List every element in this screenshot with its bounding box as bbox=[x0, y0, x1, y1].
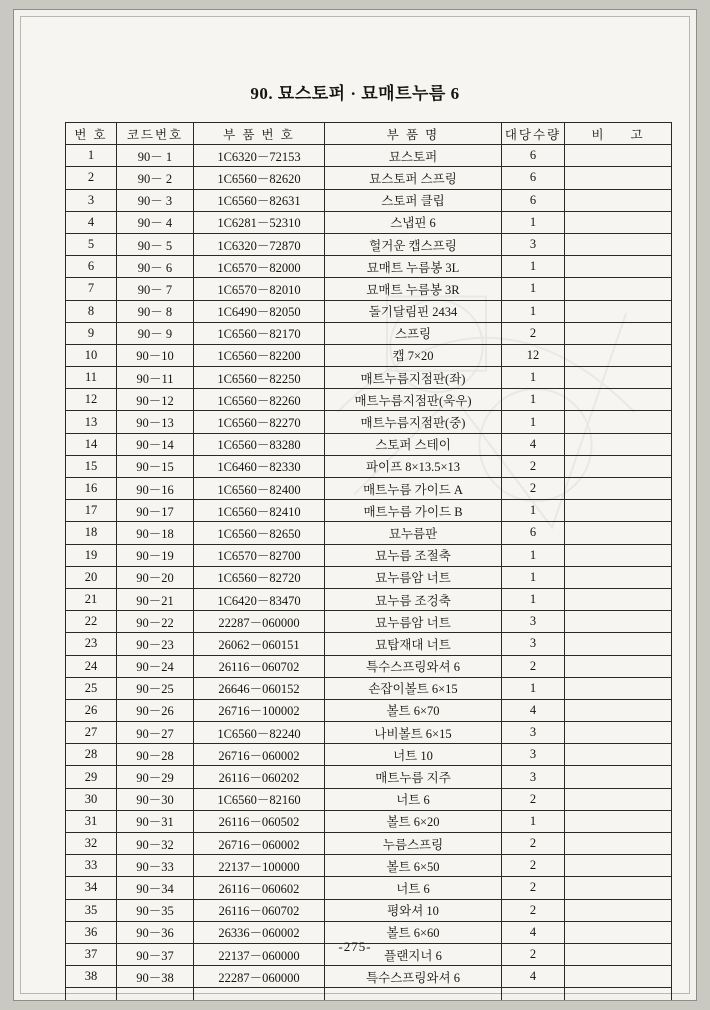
cell-part-number: 1C6560－83280 bbox=[194, 433, 325, 455]
cell-part-name: 묘누름 조겅축 bbox=[325, 588, 502, 610]
cell-no: 10 bbox=[66, 344, 117, 366]
cell-code: 90－27 bbox=[117, 722, 194, 744]
cell-part-name: 스토퍼 클립 bbox=[325, 189, 502, 211]
cell-code: 90－15 bbox=[117, 455, 194, 477]
cell-remark bbox=[565, 322, 672, 344]
header-no: 번 호 bbox=[66, 123, 117, 145]
table-row bbox=[66, 411, 672, 433]
cell-quantity: 2 bbox=[502, 833, 565, 855]
cell-no: 38 bbox=[66, 966, 117, 988]
cell-no: 13 bbox=[66, 411, 117, 433]
cell-no: 4 bbox=[66, 211, 117, 233]
cell-quantity: 2 bbox=[502, 655, 565, 677]
header-part-name: 부 품 명 bbox=[325, 123, 502, 145]
cell-quantity: 1 bbox=[502, 389, 565, 411]
cell-no: 7 bbox=[66, 278, 117, 300]
cell-quantity: 6 bbox=[502, 189, 565, 211]
table-row bbox=[66, 833, 672, 855]
cell-remark bbox=[565, 988, 672, 1001]
cell-remark bbox=[565, 566, 672, 588]
page-title: 90. 묘스토퍼 · 묘매트누름 6 bbox=[250, 84, 460, 103]
table-row bbox=[66, 966, 672, 988]
cell-remark bbox=[565, 788, 672, 810]
cell-part-number: 1C6570－82700 bbox=[194, 544, 325, 566]
cell-code: 90－31 bbox=[117, 810, 194, 832]
cell-part-name: 너트 6 bbox=[325, 788, 502, 810]
cell-remark bbox=[565, 367, 672, 389]
cell-no: 37 bbox=[66, 943, 117, 965]
cell-remark bbox=[565, 500, 672, 522]
cell-quantity: 2 bbox=[502, 788, 565, 810]
cell-remark bbox=[565, 588, 672, 610]
cell-quantity: 4 bbox=[502, 921, 565, 943]
table-row bbox=[66, 433, 672, 455]
cell-remark bbox=[565, 211, 672, 233]
cell-code: 90－ 8 bbox=[117, 300, 194, 322]
cell-part-number: 1C6560－82400 bbox=[194, 478, 325, 500]
cell-remark bbox=[565, 167, 672, 189]
table-row bbox=[66, 566, 672, 588]
cell-code: 90－13 bbox=[117, 411, 194, 433]
cell-part-name: 매트누름지점판(좌) bbox=[325, 367, 502, 389]
cell-quantity: 6 bbox=[502, 145, 565, 167]
cell-part-number: 26336－060002 bbox=[194, 921, 325, 943]
cell-part-name: 매트누름지점판(중) bbox=[325, 411, 502, 433]
cell-quantity: 3 bbox=[502, 633, 565, 655]
scanned-page bbox=[13, 9, 697, 1001]
cell-code: 90－ 7 bbox=[117, 278, 194, 300]
cell-part-number: 1C6490－82050 bbox=[194, 300, 325, 322]
cell-part-name: 매트누름지점판(욱우) bbox=[325, 389, 502, 411]
cell-code: 90－ 2 bbox=[117, 167, 194, 189]
table-row bbox=[66, 699, 672, 721]
cell-no: 36 bbox=[66, 921, 117, 943]
cell-quantity: 2 bbox=[502, 455, 565, 477]
cell-code: 90－10 bbox=[117, 344, 194, 366]
cell-code: 90－ 9 bbox=[117, 322, 194, 344]
table-row bbox=[66, 233, 672, 255]
cell-part-number: 26116－060702 bbox=[194, 655, 325, 677]
cell-quantity: 3 bbox=[502, 233, 565, 255]
cell-quantity: 1 bbox=[502, 278, 565, 300]
table-row bbox=[66, 145, 672, 167]
table-row bbox=[66, 766, 672, 788]
parts-table bbox=[65, 122, 672, 1001]
cell-remark bbox=[565, 766, 672, 788]
cell-part-name: 캡 7×20 bbox=[325, 344, 502, 366]
cell-code: 90－12 bbox=[117, 389, 194, 411]
cell-part-number: 1C6570－82000 bbox=[194, 256, 325, 278]
cell-quantity: 1 bbox=[502, 367, 565, 389]
cell-remark bbox=[565, 633, 672, 655]
table-row bbox=[66, 855, 672, 877]
cell-remark bbox=[565, 344, 672, 366]
cell-no: 3 bbox=[66, 189, 117, 211]
cell-no bbox=[66, 988, 117, 1001]
cell-part-name: 너트 10 bbox=[325, 744, 502, 766]
cell-part-name: 묘스토퍼 bbox=[325, 145, 502, 167]
cell-quantity: 2 bbox=[502, 877, 565, 899]
cell-remark bbox=[565, 233, 672, 255]
table-row bbox=[66, 522, 672, 544]
cell-part-number: 1C6560－82620 bbox=[194, 167, 325, 189]
cell-part-number: 1C6560－82240 bbox=[194, 722, 325, 744]
cell-part-number: 26716－060002 bbox=[194, 833, 325, 855]
table-row bbox=[66, 256, 672, 278]
cell-part-name: 특수스프링와셔 6 bbox=[325, 966, 502, 988]
cell-part-name: 손잡이볼트 6×15 bbox=[325, 677, 502, 699]
cell-part-number: 1C6320－72870 bbox=[194, 233, 325, 255]
cell-remark bbox=[565, 433, 672, 455]
cell-part-number: 1C6560－82270 bbox=[194, 411, 325, 433]
cell-quantity: 3 bbox=[502, 722, 565, 744]
cell-code: 90－34 bbox=[117, 877, 194, 899]
cell-part-name: 평와셔 10 bbox=[325, 899, 502, 921]
cell-quantity: 1 bbox=[502, 810, 565, 832]
header-remark-left: 비 bbox=[591, 127, 606, 142]
cell-no: 2 bbox=[66, 167, 117, 189]
header-code: 코드번호 bbox=[117, 123, 194, 145]
cell-part-number bbox=[194, 988, 325, 1001]
cell-quantity bbox=[502, 988, 565, 1001]
cell-remark bbox=[565, 899, 672, 921]
table-row bbox=[66, 588, 672, 610]
table-row bbox=[66, 344, 672, 366]
cell-part-name: 나비볼트 6×15 bbox=[325, 722, 502, 744]
table-row bbox=[66, 988, 672, 1001]
cell-quantity: 1 bbox=[502, 411, 565, 433]
cell-quantity: 4 bbox=[502, 966, 565, 988]
cell-quantity: 1 bbox=[502, 588, 565, 610]
table-row bbox=[66, 899, 672, 921]
cell-part-number: 1C6560－82250 bbox=[194, 367, 325, 389]
cell-part-number: 1C6420－83470 bbox=[194, 588, 325, 610]
cell-no: 25 bbox=[66, 677, 117, 699]
cell-quantity: 2 bbox=[502, 322, 565, 344]
cell-no: 16 bbox=[66, 478, 117, 500]
cell-part-name: 스프링 bbox=[325, 322, 502, 344]
cell-part-number: 1C6560－82170 bbox=[194, 322, 325, 344]
table-row bbox=[66, 722, 672, 744]
cell-quantity: 1 bbox=[502, 256, 565, 278]
cell-part-name: 볼트 6×70 bbox=[325, 699, 502, 721]
table-row bbox=[66, 544, 672, 566]
cell-quantity: 6 bbox=[502, 522, 565, 544]
cell-code: 90－38 bbox=[117, 966, 194, 988]
cell-part-name: 매트누름 가이드 A bbox=[325, 478, 502, 500]
cell-code: 90－ 6 bbox=[117, 256, 194, 278]
cell-no: 8 bbox=[66, 300, 117, 322]
table-row bbox=[66, 744, 672, 766]
cell-code: 90－19 bbox=[117, 544, 194, 566]
table-row bbox=[66, 211, 672, 233]
cell-part-number: 1C6560－82631 bbox=[194, 189, 325, 211]
cell-part-name: 묘누름 조절축 bbox=[325, 544, 502, 566]
cell-quantity: 12 bbox=[502, 344, 565, 366]
cell-part-name: 묘스토퍼 스프링 bbox=[325, 167, 502, 189]
cell-remark bbox=[565, 522, 672, 544]
cell-quantity: 6 bbox=[502, 167, 565, 189]
cell-remark bbox=[565, 655, 672, 677]
cell-remark bbox=[565, 699, 672, 721]
cell-part-name: 볼트 6×60 bbox=[325, 921, 502, 943]
table-row bbox=[66, 189, 672, 211]
cell-no: 6 bbox=[66, 256, 117, 278]
cell-remark bbox=[565, 278, 672, 300]
cell-quantity: 2 bbox=[502, 899, 565, 921]
cell-no: 28 bbox=[66, 744, 117, 766]
cell-no: 17 bbox=[66, 500, 117, 522]
cell-part-number: 22287－060000 bbox=[194, 611, 325, 633]
cell-quantity: 2 bbox=[502, 855, 565, 877]
cell-part-number: 26116－060602 bbox=[194, 877, 325, 899]
cell-part-number: 1C6560－82200 bbox=[194, 344, 325, 366]
cell-part-number: 1C6560－82650 bbox=[194, 522, 325, 544]
table-row bbox=[66, 455, 672, 477]
cell-no: 12 bbox=[66, 389, 117, 411]
cell-no: 34 bbox=[66, 877, 117, 899]
cell-part-name: 스토퍼 스테이 bbox=[325, 433, 502, 455]
cell-remark bbox=[565, 544, 672, 566]
cell-code: 90－28 bbox=[117, 744, 194, 766]
cell-quantity: 1 bbox=[502, 211, 565, 233]
cell-part-name: 묘매트 누름봉 3R bbox=[325, 278, 502, 300]
cell-no: 35 bbox=[66, 899, 117, 921]
cell-part-number: 26116－060502 bbox=[194, 810, 325, 832]
table-row bbox=[66, 611, 672, 633]
table-row bbox=[66, 677, 672, 699]
cell-part-name: 파이프 8×13.5×13 bbox=[325, 455, 502, 477]
cell-part-number: 26716－100002 bbox=[194, 699, 325, 721]
cell-part-name: 돌기달림핀 2434 bbox=[325, 300, 502, 322]
cell-code: 90－35 bbox=[117, 899, 194, 921]
cell-remark bbox=[565, 389, 672, 411]
cell-no: 1 bbox=[66, 145, 117, 167]
header-quantity: 대당수량 bbox=[502, 123, 565, 145]
cell-part-name: 묘누름판 bbox=[325, 522, 502, 544]
cell-code bbox=[117, 988, 194, 1001]
cell-code: 90－ 3 bbox=[117, 189, 194, 211]
cell-remark bbox=[565, 722, 672, 744]
cell-quantity: 4 bbox=[502, 699, 565, 721]
cell-remark bbox=[565, 189, 672, 211]
table-row bbox=[66, 167, 672, 189]
cell-no: 33 bbox=[66, 855, 117, 877]
cell-part-name: 볼트 6×50 bbox=[325, 855, 502, 877]
cell-code: 90－11 bbox=[117, 367, 194, 389]
cell-quantity: 3 bbox=[502, 744, 565, 766]
cell-quantity: 2 bbox=[502, 943, 565, 965]
cell-part-number: 1C6320－72153 bbox=[194, 145, 325, 167]
cell-remark bbox=[565, 855, 672, 877]
cell-no: 5 bbox=[66, 233, 117, 255]
cell-part-number: 1C6560－82260 bbox=[194, 389, 325, 411]
cell-code: 90－22 bbox=[117, 611, 194, 633]
cell-remark bbox=[565, 455, 672, 477]
cell-no: 31 bbox=[66, 810, 117, 832]
cell-no: 21 bbox=[66, 588, 117, 610]
page-number: -275- bbox=[338, 939, 372, 954]
cell-no: 20 bbox=[66, 566, 117, 588]
cell-part-name: 헐거운 캡스프링 bbox=[325, 233, 502, 255]
cell-remark bbox=[565, 744, 672, 766]
cell-code: 90－23 bbox=[117, 633, 194, 655]
cell-no: 19 bbox=[66, 544, 117, 566]
cell-no: 23 bbox=[66, 633, 117, 655]
cell-quantity: 2 bbox=[502, 478, 565, 500]
cell-remark bbox=[565, 256, 672, 278]
cell-code: 90－33 bbox=[117, 855, 194, 877]
table-row bbox=[66, 367, 672, 389]
table-row bbox=[66, 500, 672, 522]
cell-part-number: 26716－060002 bbox=[194, 744, 325, 766]
cell-part-number: 26062－060151 bbox=[194, 633, 325, 655]
cell-part-name: 묘누름암 너트 bbox=[325, 611, 502, 633]
cell-part-number: 26116－060702 bbox=[194, 899, 325, 921]
cell-part-name: 매트누름 지주 bbox=[325, 766, 502, 788]
cell-remark bbox=[565, 810, 672, 832]
cell-part-number: 26116－060202 bbox=[194, 766, 325, 788]
cell-remark bbox=[565, 833, 672, 855]
table-row bbox=[66, 633, 672, 655]
cell-code: 90－32 bbox=[117, 833, 194, 855]
table-row bbox=[66, 278, 672, 300]
cell-code: 90－14 bbox=[117, 433, 194, 455]
cell-quantity: 4 bbox=[502, 433, 565, 455]
table-row bbox=[66, 810, 672, 832]
cell-no: 26 bbox=[66, 699, 117, 721]
cell-no: 18 bbox=[66, 522, 117, 544]
header-remark bbox=[565, 123, 672, 145]
cell-no: 27 bbox=[66, 722, 117, 744]
cell-part-number: 26646－060152 bbox=[194, 677, 325, 699]
cell-code: 90－24 bbox=[117, 655, 194, 677]
cell-part-name: 누름스프링 bbox=[325, 833, 502, 855]
header-part-number: 부 품 번 호 bbox=[194, 123, 325, 145]
cell-part-number: 1C6560－82410 bbox=[194, 500, 325, 522]
cell-part-name: 묘매트 누름봉 3L bbox=[325, 256, 502, 278]
cell-code: 90－25 bbox=[117, 677, 194, 699]
cell-remark bbox=[565, 966, 672, 988]
table-body bbox=[66, 145, 672, 1001]
cell-quantity: 1 bbox=[502, 300, 565, 322]
table-header-row bbox=[66, 123, 672, 145]
cell-code: 90－ 5 bbox=[117, 233, 194, 255]
cell-part-number: 1C6460－82330 bbox=[194, 455, 325, 477]
cell-part-name: 특수스프링와셔 6 bbox=[325, 655, 502, 677]
cell-part-number: 22287－060000 bbox=[194, 966, 325, 988]
table-row bbox=[66, 300, 672, 322]
table-row bbox=[66, 322, 672, 344]
cell-no: 29 bbox=[66, 766, 117, 788]
cell-quantity: 1 bbox=[502, 677, 565, 699]
cell-remark bbox=[565, 677, 672, 699]
cell-no: 11 bbox=[66, 367, 117, 389]
cell-quantity: 1 bbox=[502, 544, 565, 566]
cell-code: 90－26 bbox=[117, 699, 194, 721]
cell-code: 90－20 bbox=[117, 566, 194, 588]
cell-remark bbox=[565, 145, 672, 167]
cell-code: 90－29 bbox=[117, 766, 194, 788]
cell-code: 90－37 bbox=[117, 943, 194, 965]
cell-remark bbox=[565, 478, 672, 500]
cell-no: 30 bbox=[66, 788, 117, 810]
cell-no: 22 bbox=[66, 611, 117, 633]
cell-part-name bbox=[325, 988, 502, 1001]
cell-quantity: 3 bbox=[502, 766, 565, 788]
cell-part-name: 스냅핀 6 bbox=[325, 211, 502, 233]
cell-code: 90－16 bbox=[117, 478, 194, 500]
table-row bbox=[66, 788, 672, 810]
table-row bbox=[66, 877, 672, 899]
cell-part-name: 볼트 6×20 bbox=[325, 810, 502, 832]
cell-code: 90－ 4 bbox=[117, 211, 194, 233]
cell-code: 90－30 bbox=[117, 788, 194, 810]
cell-no: 15 bbox=[66, 455, 117, 477]
cell-remark bbox=[565, 411, 672, 433]
cell-part-number: 22137－060000 bbox=[194, 943, 325, 965]
cell-quantity: 3 bbox=[502, 611, 565, 633]
cell-part-number: 1C6570－82010 bbox=[194, 278, 325, 300]
cell-remark bbox=[565, 300, 672, 322]
cell-no: 32 bbox=[66, 833, 117, 855]
cell-part-number: 22137－100000 bbox=[194, 855, 325, 877]
cell-part-number: 1C6281－52310 bbox=[194, 211, 325, 233]
cell-no: 14 bbox=[66, 433, 117, 455]
table-row bbox=[66, 655, 672, 677]
cell-code: 90－21 bbox=[117, 588, 194, 610]
cell-quantity: 1 bbox=[502, 566, 565, 588]
cell-no: 24 bbox=[66, 655, 117, 677]
table-row bbox=[66, 478, 672, 500]
cell-code: 90－ 1 bbox=[117, 145, 194, 167]
cell-code: 90－36 bbox=[117, 921, 194, 943]
cell-part-name: 묘누름암 너트 bbox=[325, 566, 502, 588]
cell-code: 90－17 bbox=[117, 500, 194, 522]
cell-part-name: 플랜지너 6 bbox=[325, 943, 502, 965]
cell-remark bbox=[565, 611, 672, 633]
cell-part-name: 너트 6 bbox=[325, 877, 502, 899]
cell-part-name: 묘탑재대 너트 bbox=[325, 633, 502, 655]
cell-quantity: 1 bbox=[502, 500, 565, 522]
header-remark-right: 고 bbox=[630, 127, 645, 142]
cell-remark bbox=[565, 877, 672, 899]
page-content-area bbox=[20, 16, 690, 994]
cell-part-number: 1C6560－82720 bbox=[194, 566, 325, 588]
cell-no: 9 bbox=[66, 322, 117, 344]
table-row bbox=[66, 389, 672, 411]
cell-part-name: 매트누름 가이드 B bbox=[325, 500, 502, 522]
cell-code: 90－18 bbox=[117, 522, 194, 544]
cell-part-number: 1C6560－82160 bbox=[194, 788, 325, 810]
